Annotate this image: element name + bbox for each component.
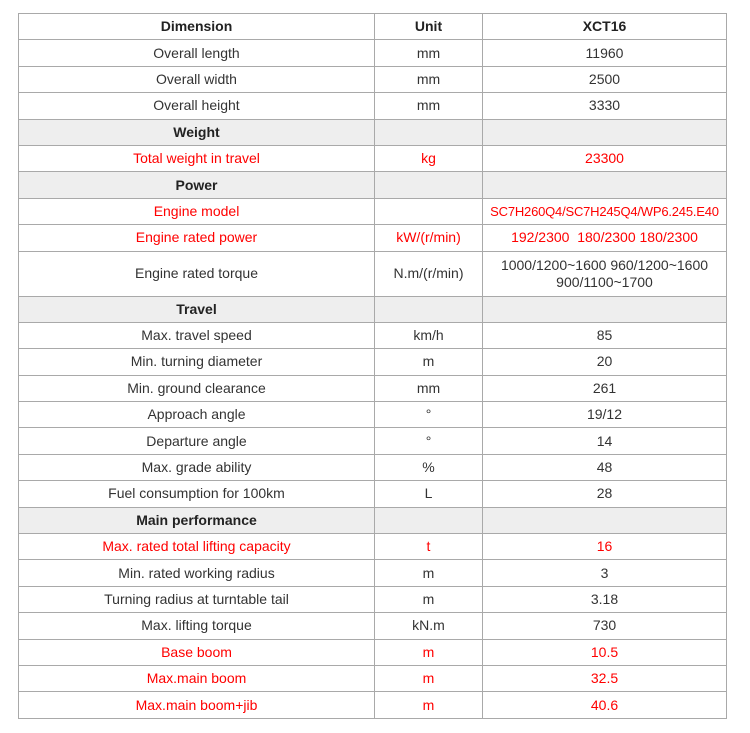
row-value: 11960	[483, 40, 727, 66]
row-value: SC7H260Q4/SC7H245Q4/WP6.245.E40	[483, 198, 727, 224]
row-value: 16	[483, 534, 727, 560]
row-label: Max. rated total lifting capacity	[19, 534, 375, 560]
row-unit: %	[375, 454, 483, 480]
row-label: Max. travel speed	[19, 322, 375, 348]
row-unit: m	[375, 560, 483, 586]
row-label: Max.main boom+jib	[19, 692, 375, 718]
section-row-travel	[19, 296, 727, 322]
row-label: Max.main boom	[19, 665, 375, 691]
row-unit: kW/(r/min)	[375, 225, 483, 251]
row-unit: m	[375, 586, 483, 612]
row-label: Approach angle	[19, 402, 375, 428]
table-row	[19, 198, 727, 224]
table-row	[19, 428, 727, 454]
section-title: Travel	[19, 296, 375, 322]
row-unit: m	[375, 349, 483, 375]
section-empty-cell	[483, 119, 727, 145]
row-unit: m	[375, 665, 483, 691]
row-label: Overall height	[19, 93, 375, 119]
table-row	[19, 639, 727, 665]
row-label: Fuel consumption for 100km	[19, 481, 375, 507]
row-label: Min. turning diameter	[19, 349, 375, 375]
row-value: 1000/1200~1600 960/1200~1600 900/1100~1700	[483, 251, 727, 296]
row-label: Min. ground clearance	[19, 375, 375, 401]
table-row	[19, 665, 727, 691]
row-label: Engine rated power	[19, 225, 375, 251]
row-value: 10.5	[483, 639, 727, 665]
row-unit: mm	[375, 66, 483, 92]
row-label: Overall length	[19, 40, 375, 66]
section-empty-cell	[375, 507, 483, 533]
row-label: Engine model	[19, 198, 375, 224]
table-row	[19, 349, 727, 375]
row-value: 2500	[483, 66, 727, 92]
header-model: XCT16	[483, 14, 727, 40]
table-row	[19, 692, 727, 718]
row-value: 3330	[483, 93, 727, 119]
row-value: 19/12	[483, 402, 727, 428]
row-unit: °	[375, 402, 483, 428]
row-label: Overall width	[19, 66, 375, 92]
row-label: Departure angle	[19, 428, 375, 454]
table-row	[19, 481, 727, 507]
section-empty-cell	[483, 507, 727, 533]
table-row	[19, 375, 727, 401]
row-value: 192/2300 180/2300 180/2300	[483, 225, 727, 251]
section-row-main-performance	[19, 507, 727, 533]
row-label: Max. lifting torque	[19, 613, 375, 639]
row-value: 3.18	[483, 586, 727, 612]
row-label: Base boom	[19, 639, 375, 665]
table-row	[19, 560, 727, 586]
section-row-power	[19, 172, 727, 198]
section-empty-cell	[375, 119, 483, 145]
row-value: 3	[483, 560, 727, 586]
header-unit: Unit	[375, 14, 483, 40]
section-empty-cell	[483, 172, 727, 198]
row-unit: m	[375, 692, 483, 718]
row-unit: N.m/(r/min)	[375, 251, 483, 296]
section-empty-cell	[375, 172, 483, 198]
table-row	[19, 586, 727, 612]
row-unit	[375, 198, 483, 224]
table-row	[19, 534, 727, 560]
row-value: 48	[483, 454, 727, 480]
row-value: 85	[483, 322, 727, 348]
row-label: Max. grade ability	[19, 454, 375, 480]
section-title: Main performance	[19, 507, 375, 533]
section-empty-cell	[375, 296, 483, 322]
row-label: Total weight in travel	[19, 145, 375, 171]
row-unit: L	[375, 481, 483, 507]
table-row	[19, 322, 727, 348]
header-dimension: Dimension	[19, 14, 375, 40]
section-row-weight	[19, 119, 727, 145]
row-unit: °	[375, 428, 483, 454]
row-value: 32.5	[483, 665, 727, 691]
row-unit: mm	[375, 375, 483, 401]
table-row	[19, 454, 727, 480]
row-value: 20	[483, 349, 727, 375]
section-title: Power	[19, 172, 375, 198]
row-value: 261	[483, 375, 727, 401]
table-header-row	[19, 14, 727, 40]
row-value: 730	[483, 613, 727, 639]
row-unit: t	[375, 534, 483, 560]
row-label: Min. rated working radius	[19, 560, 375, 586]
section-empty-cell	[483, 296, 727, 322]
spec-table	[18, 13, 727, 719]
row-unit: kN.m	[375, 613, 483, 639]
table-row	[19, 251, 727, 296]
table-row	[19, 145, 727, 171]
row-label: Engine rated torque	[19, 251, 375, 296]
row-unit: kg	[375, 145, 483, 171]
table-row	[19, 40, 727, 66]
table-row	[19, 613, 727, 639]
row-unit: m	[375, 639, 483, 665]
row-unit: mm	[375, 93, 483, 119]
section-title: Weight	[19, 119, 375, 145]
table-row	[19, 93, 727, 119]
row-value: 14	[483, 428, 727, 454]
row-value: 40.6	[483, 692, 727, 718]
table-row	[19, 66, 727, 92]
row-value: 28	[483, 481, 727, 507]
table-row	[19, 402, 727, 428]
row-label: Turning radius at turntable tail	[19, 586, 375, 612]
row-unit: km/h	[375, 322, 483, 348]
table-row	[19, 225, 727, 251]
row-unit: mm	[375, 40, 483, 66]
row-value: 23300	[483, 145, 727, 171]
